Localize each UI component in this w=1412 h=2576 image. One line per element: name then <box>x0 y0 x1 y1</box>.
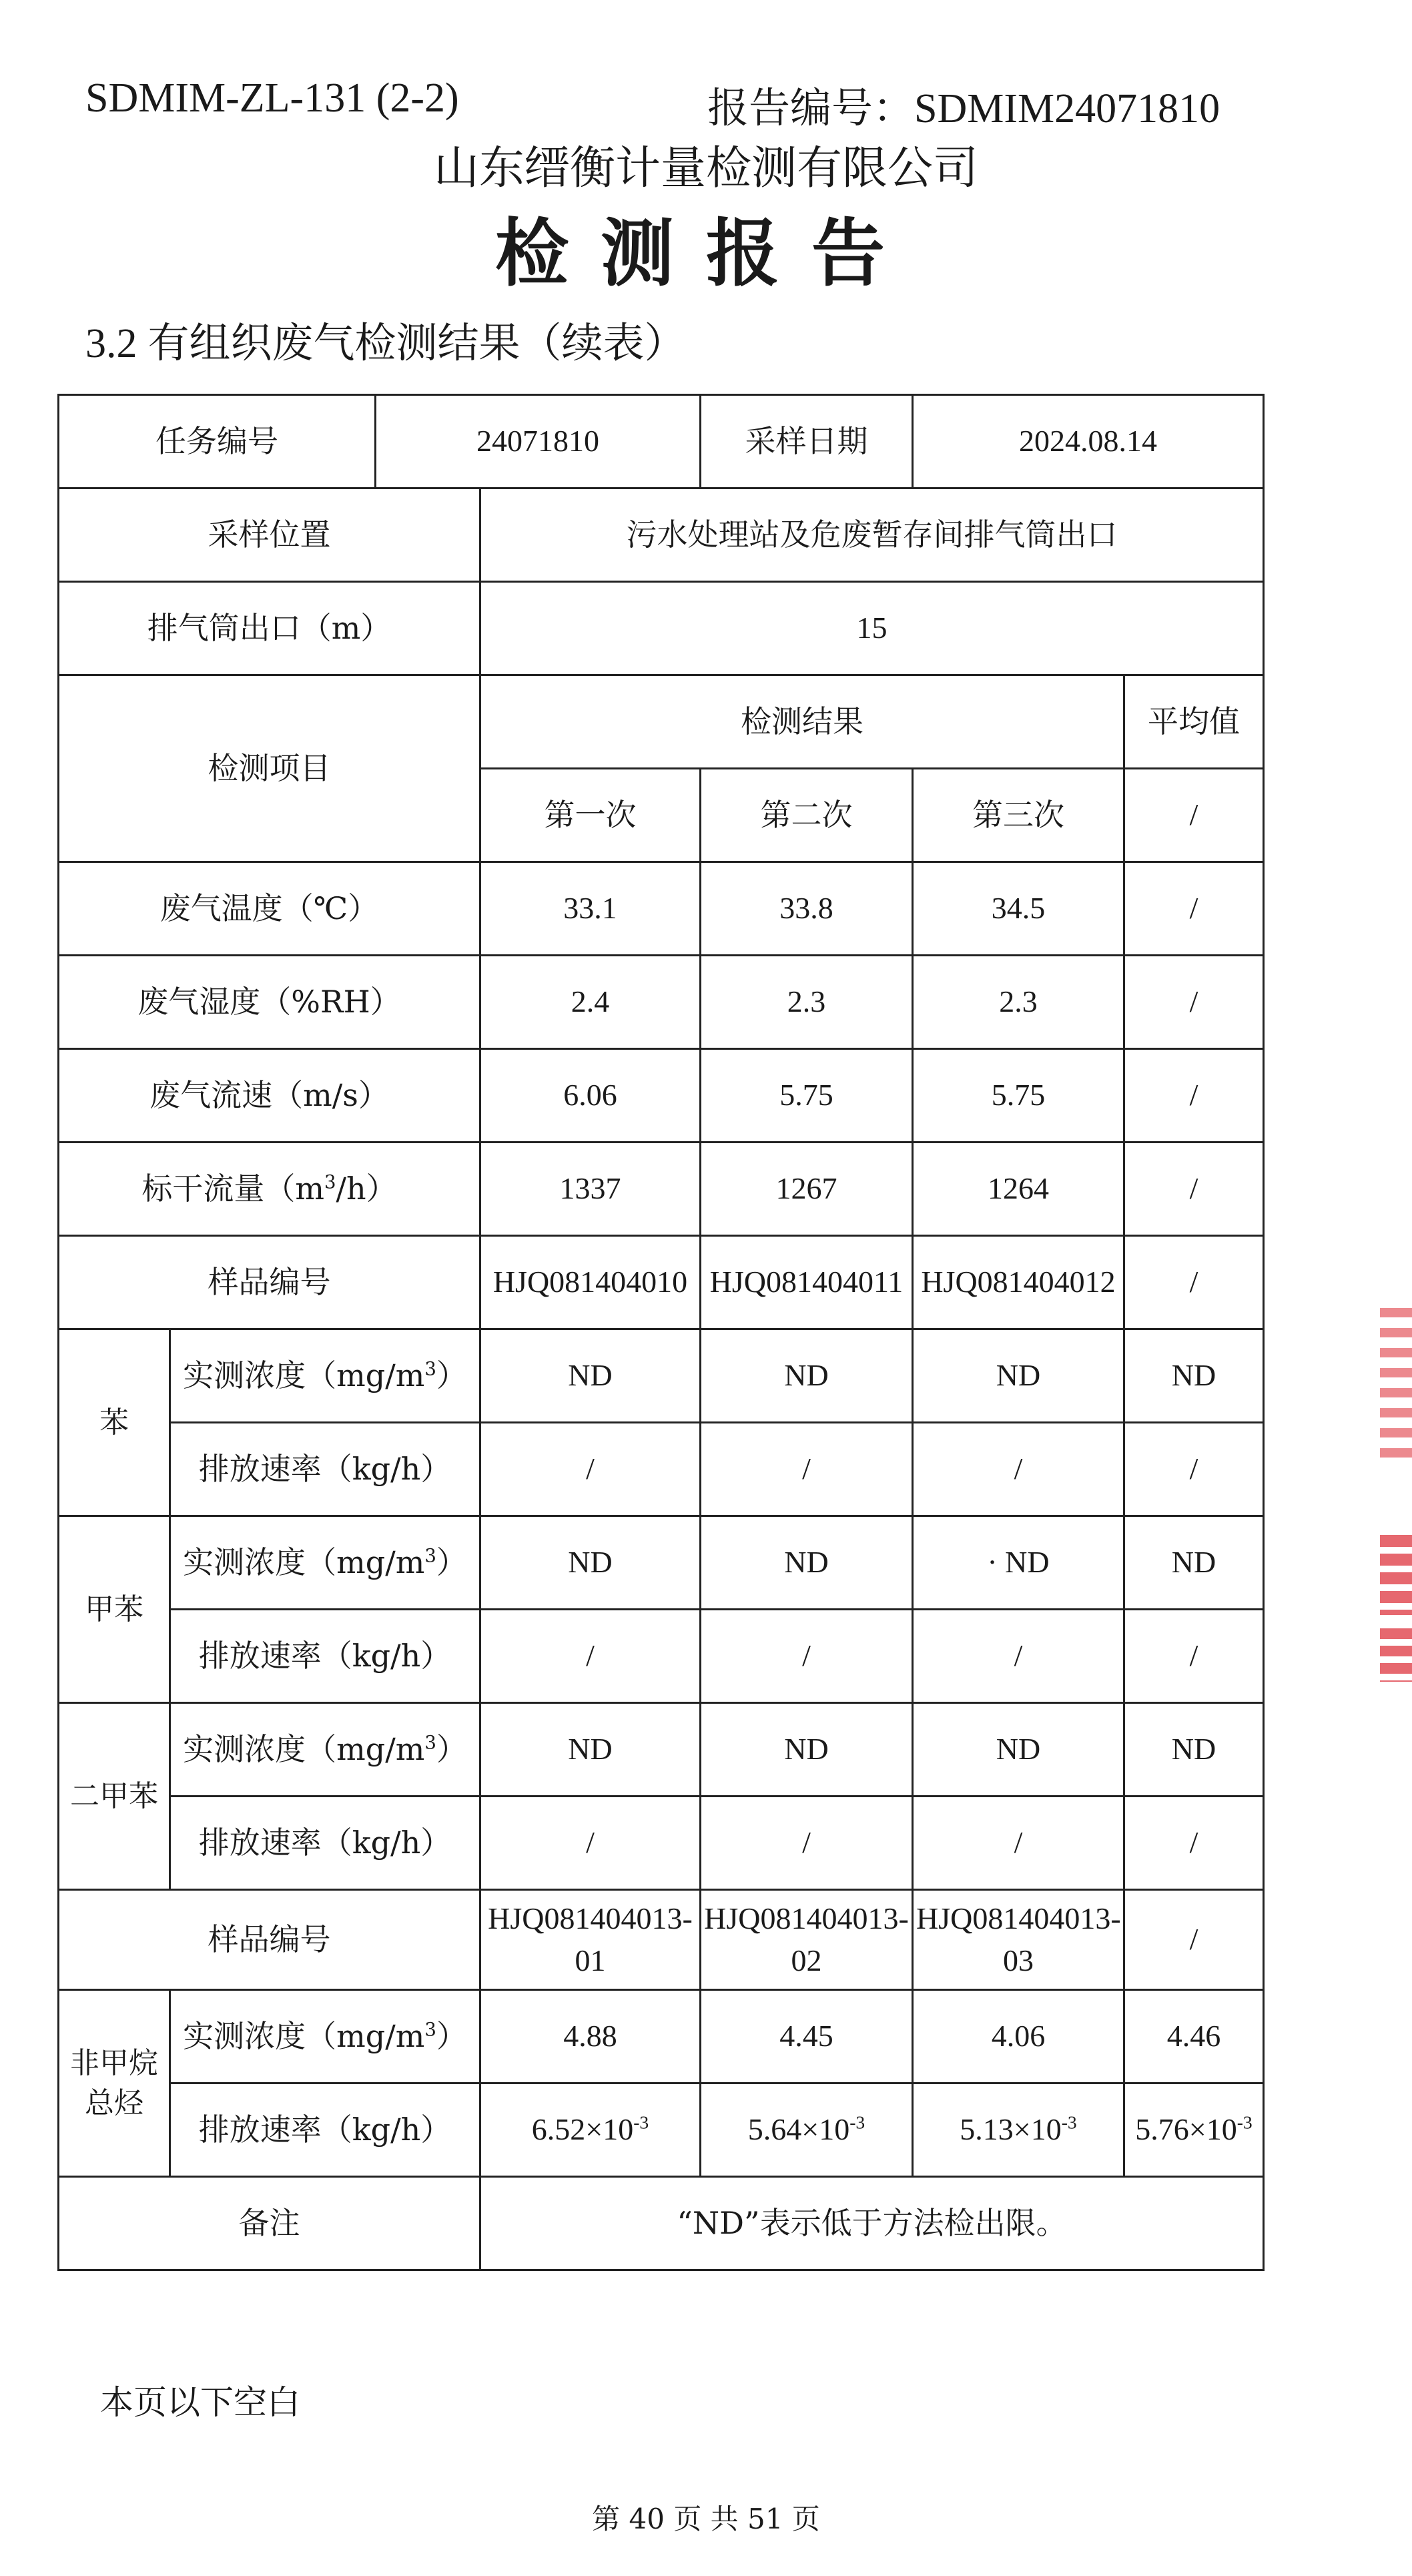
rate-value: / <box>701 1797 913 1890</box>
param-label: 样品编号 <box>59 1236 480 1329</box>
rate-value <box>913 2083 1124 2177</box>
conc-value: ND <box>913 1703 1124 1797</box>
param-row-velocity <box>59 1049 1264 1143</box>
report-number: 报告编号：SDMIM24071810 <box>707 86 1220 131</box>
benzene-conc-row <box>59 1329 1264 1423</box>
conc-value: 4.88 <box>480 1990 701 2083</box>
run-2-header: 第二次 <box>701 769 913 862</box>
param-value: 2.3 <box>913 956 1124 1049</box>
param-row-temperature <box>59 862 1264 956</box>
sample-id <box>913 1890 1124 1990</box>
pollutant-name: 甲苯 <box>59 1516 170 1703</box>
rate-label: 排放速率（kg/h） <box>170 1610 480 1703</box>
param-value: 1337 <box>480 1143 701 1236</box>
remark-value: “ND”表示低于方法检出限。 <box>480 2177 1264 2270</box>
task-label: 任务编号 <box>59 395 376 489</box>
task-row <box>59 395 1264 489</box>
param-value: 1264 <box>913 1143 1124 1236</box>
rate-label: 排放速率（kg/h） <box>170 1797 480 1890</box>
date-label: 采样日期 <box>701 395 913 489</box>
label-part: ） <box>436 2018 467 2055</box>
param-value: 5.75 <box>913 1049 1124 1143</box>
label-sup: 3 <box>424 2019 436 2041</box>
label-part: ） <box>436 1544 467 1581</box>
param-value: 5.75 <box>701 1049 913 1143</box>
blank-note: 本页以下空白 <box>100 2383 300 2422</box>
sample-id-row-2 <box>59 1890 1264 1990</box>
param-value: 33.1 <box>480 862 701 956</box>
rate-label: 排放速率（kg/h） <box>170 1423 480 1516</box>
benzene-rate-row <box>59 1423 1264 1516</box>
item-header: 检测项目 <box>59 675 480 862</box>
seal-stamp-fragment <box>1380 1308 1412 1468</box>
pollutant-name: 非甲烷总烃 <box>59 1990 170 2177</box>
conc-value: ND <box>701 1516 913 1610</box>
label-part: ） <box>436 1731 467 1768</box>
results-table <box>57 394 1265 2271</box>
rate-avg <box>1124 2083 1264 2177</box>
conc-label <box>170 1703 480 1797</box>
company-name: 山东缙衡计量检测有限公司 <box>433 142 978 195</box>
param-label: 废气温度（℃） <box>59 862 480 956</box>
section-number: 3.2 <box>85 321 137 366</box>
conc-value: 4.45 <box>701 1990 913 2083</box>
rate-base: 5.64×10 <box>747 2112 850 2147</box>
param-avg: / <box>1124 1143 1264 1236</box>
location-row <box>59 489 1264 582</box>
head-row-1 <box>59 675 1264 769</box>
param-value: 6.06 <box>480 1049 701 1143</box>
rate-value: / <box>913 1423 1124 1516</box>
xylene-rate-row <box>59 1797 1264 1890</box>
rate-exp: -3 <box>1237 2112 1253 2134</box>
location-value: 污水处理站及危废暂存间排气筒出口 <box>480 489 1264 582</box>
param-avg: / <box>1124 1049 1264 1143</box>
run-1-header: 第一次 <box>480 769 701 862</box>
param-row-humidity <box>59 956 1264 1049</box>
remark-row <box>59 2177 1264 2270</box>
conc-value: ND <box>913 1329 1124 1423</box>
conc-value: ND <box>701 1703 913 1797</box>
sample-id-line: HJQ081404013- <box>704 1901 909 1936</box>
conc-avg: ND <box>1124 1329 1264 1423</box>
toluene-conc-row <box>59 1516 1264 1610</box>
sample-avg: / <box>1124 1890 1264 1990</box>
conc-avg: 4.46 <box>1124 1990 1264 2083</box>
rate-avg: / <box>1124 1610 1264 1703</box>
nmhc-rate-row <box>59 2083 1264 2177</box>
sample-id-line: HJQ081404013- <box>916 1901 1121 1936</box>
rate-value: / <box>480 1610 701 1703</box>
label-sup: 3 <box>424 1732 436 1754</box>
form-code: SDMIM-ZL-131 (2-2) <box>85 75 459 121</box>
section-title: 有组织废气检测结果（续表） <box>147 318 686 367</box>
param-value: 2.3 <box>701 956 913 1049</box>
rate-base: 5.13×10 <box>960 2112 1062 2147</box>
param-value: HJQ081404011 <box>701 1236 913 1329</box>
rate-value: / <box>701 1610 913 1703</box>
label-part: /h） <box>336 1171 397 1207</box>
label-part: 实测浓度（mg/m <box>183 2018 425 2055</box>
param-row-sample-id <box>59 1236 1264 1329</box>
rate-base: 6.52×10 <box>531 2112 634 2147</box>
label-part: 标干流量（m <box>141 1171 324 1207</box>
rate-value <box>480 2083 701 2177</box>
label-sup: 3 <box>324 1171 336 1194</box>
outlet-value: 15 <box>480 582 1264 675</box>
label-part: ） <box>436 1357 467 1394</box>
param-value: 1267 <box>701 1143 913 1236</box>
conc-label <box>170 1990 480 2083</box>
conc-label <box>170 1329 480 1423</box>
pollutant-name: 二甲苯 <box>59 1703 170 1890</box>
rate-label: 排放速率（kg/h） <box>170 2083 480 2177</box>
rate-exp: -3 <box>633 2112 649 2134</box>
sample-id-line: 02 <box>791 1943 822 1977</box>
avg-header: 平均值 <box>1124 675 1264 769</box>
param-label <box>59 1143 480 1236</box>
xylene-conc-row <box>59 1703 1264 1797</box>
conc-label <box>170 1516 480 1610</box>
param-value: 2.4 <box>480 956 701 1049</box>
page-footer: 第 40 页 共 51 页 <box>592 2503 820 2535</box>
label-sup: 3 <box>424 1545 436 1568</box>
param-value: HJQ081404012 <box>913 1236 1124 1329</box>
conc-avg: ND <box>1124 1703 1264 1797</box>
param-value: 33.8 <box>701 862 913 956</box>
date-value: 2024.08.14 <box>913 395 1264 489</box>
conc-value: ND <box>480 1329 701 1423</box>
rate-value: / <box>913 1610 1124 1703</box>
rate-avg: / <box>1124 1797 1264 1890</box>
rate-value: / <box>480 1797 701 1890</box>
param-row-flow <box>59 1143 1264 1236</box>
rate-exp: -3 <box>1061 2112 1077 2134</box>
location-label: 采样位置 <box>59 489 480 582</box>
remark-label: 备注 <box>59 2177 480 2270</box>
conc-value: 4.06 <box>913 1990 1124 2083</box>
conc-value: ND <box>480 1516 701 1610</box>
sample-id <box>480 1890 701 1990</box>
toluene-rate-row <box>59 1610 1264 1703</box>
result-header: 检测结果 <box>480 675 1124 769</box>
sample-label: 样品编号 <box>59 1890 480 1990</box>
document-title: 检测报告 <box>495 210 917 296</box>
avg-sub-header: / <box>1124 769 1264 862</box>
rate-value <box>701 2083 913 2177</box>
seal-stamp-fragment <box>1380 1535 1412 1615</box>
param-label: 废气湿度（%RH） <box>59 956 480 1049</box>
label-part: 实测浓度（mg/m <box>183 1731 425 1768</box>
sample-id-line: HJQ081404013- <box>488 1901 693 1936</box>
param-value: HJQ081404010 <box>480 1236 701 1329</box>
sample-id-line: 03 <box>1003 1943 1034 1977</box>
section-heading <box>85 310 686 369</box>
sample-id-line: 01 <box>575 1943 606 1977</box>
param-value: 34.5 <box>913 862 1124 956</box>
outlet-row <box>59 582 1264 675</box>
run-3-header: 第三次 <box>913 769 1124 862</box>
task-value: 24071810 <box>376 395 701 489</box>
label-sup: 3 <box>424 1358 436 1381</box>
nmhc-conc-row <box>59 1990 1264 2083</box>
conc-value: · ND <box>913 1516 1124 1610</box>
rate-avg: / <box>1124 1423 1264 1516</box>
label-part: 实测浓度（mg/m <box>183 1357 425 1394</box>
pollutant-name: 苯 <box>59 1329 170 1516</box>
outlet-label: 排气筒出口（m） <box>59 582 480 675</box>
param-avg: / <box>1124 862 1264 956</box>
rate-value: / <box>480 1423 701 1516</box>
seal-stamp-fragment <box>1380 1628 1412 1682</box>
conc-avg: ND <box>1124 1516 1264 1610</box>
conc-value: ND <box>701 1329 913 1423</box>
param-label: 废气流速（m/s） <box>59 1049 480 1143</box>
rate-value: / <box>701 1423 913 1516</box>
param-avg: / <box>1124 956 1264 1049</box>
rate-base: 5.76×10 <box>1135 2112 1237 2147</box>
label-part: 实测浓度（mg/m <box>183 1544 425 1581</box>
rate-exp: -3 <box>849 2112 865 2134</box>
rate-value: / <box>913 1797 1124 1890</box>
sample-id <box>701 1890 913 1990</box>
param-avg: / <box>1124 1236 1264 1329</box>
conc-value: ND <box>480 1703 701 1797</box>
